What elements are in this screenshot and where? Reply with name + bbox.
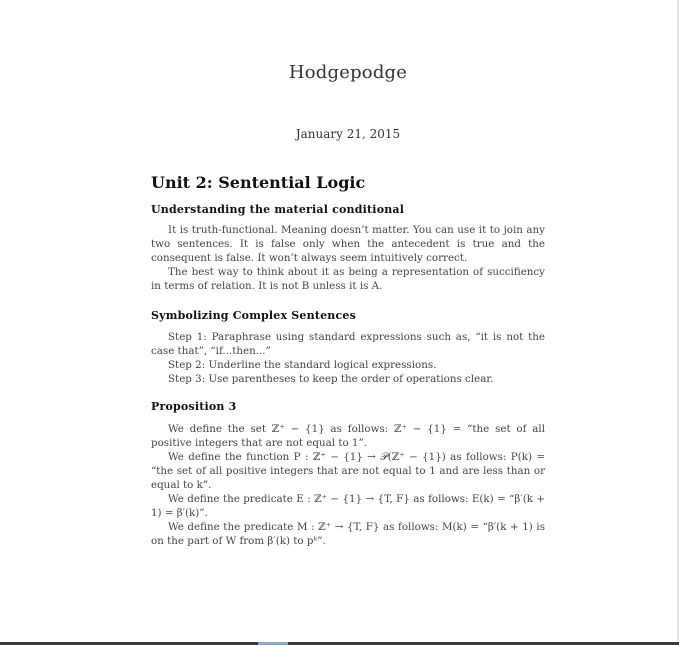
section-body-proposition-3	[151, 422, 545, 548]
paragraph: We define the set ℤ⁺ − {1} as follows: ℤ⁺ − {1} = “the set of all positive integers that are not equal to 1”.	[151, 423, 545, 449]
document-date: January 21, 2015	[295, 127, 401, 141]
section-heading-symbolizing: Symbolizing Complex Sentences	[151, 309, 356, 322]
unit-heading: Unit 2: Sentential Logic	[151, 173, 366, 192]
paragraph: Step 2: Underline the standard logical expressions.	[168, 359, 437, 371]
paragraph: We define the predicate M : ℤ⁺ → {T, F} as follows: M(k) = “β′(k + 1) is on the part of W from β′(k) to pᵏ”.	[151, 521, 545, 547]
section-body-material-conditional	[151, 223, 545, 293]
paragraph: The best way to think about it as being a representation of succifiency in terms of relation. It is not B unless it is A.	[151, 266, 545, 292]
section-heading-proposition-3: Proposition 3	[151, 400, 237, 413]
paragraph: Step 1: Paraphrase using standard expressions such as, “it is not the case that”, “if...then...”	[151, 331, 545, 357]
document-title: Hodgepodge	[288, 62, 408, 83]
paragraph: It is truth-functional. Meaning doesn’t matter. You can use it to join any two sentences. It is false only when the antecedent is true and the consequent is false. It won’t always seem intuitively correct.	[151, 224, 545, 264]
paragraph: Step 3: Use parentheses to keep the order of operations clear.	[168, 373, 494, 385]
section-heading-material-conditional: Understanding the material conditional	[151, 203, 405, 216]
section-body-symbolizing	[151, 330, 545, 386]
paragraph: We define the function P : ℤ⁺ − {1} → 𝒫(ℤ⁺ − {1}) as follows: P(k) = “the set of all positive integers that are not equal to 1 and are less than or equal to k”.	[151, 451, 545, 491]
paragraph: We define the predicate E : ℤ⁺ − {1} → {T, F} as follows: E(k) = “β′(k + 1) = β′(k)”.	[151, 493, 545, 519]
